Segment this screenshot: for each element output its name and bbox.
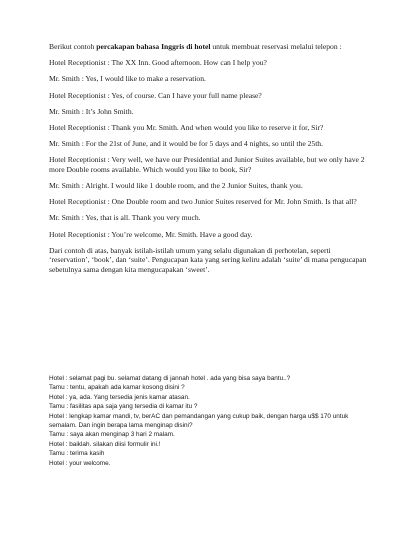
indonesian-dialogue-line: Hotel : ya, ada. Yang tersedia jenis kamar atasan. bbox=[49, 393, 190, 401]
explanation-paragraph: Dari contoh di atas, banyak istilah-istilah umum yang selalu digunakan di perhotelan, seperti ‘reservation’, ‘book’, dan ‘suite’. Pengucapan kata yang sering keliru adalah ‘suite’ di mana pengucapan sebetulnya sama dengan kita mengucapakan ‘sweet’. bbox=[49, 245, 367, 274]
english-section bbox=[49, 42, 369, 281]
indonesian-dialogue-line: Tamu : tentu, apakah ada kamar kosong disini ? bbox=[49, 384, 185, 392]
indonesian-section bbox=[49, 374, 369, 468]
indonesian-dialogue-line: Tamu : terima kasih bbox=[49, 450, 105, 458]
indonesian-dialogue-line: Tamu : saya akan menginap 3 hari 2 malam. bbox=[49, 431, 175, 439]
indonesian-dialogue-line: Hotel : your welcome. bbox=[49, 459, 111, 467]
intro-bold-text: percakapan bahasa Inggris di hotel bbox=[96, 42, 211, 51]
intro-paragraph bbox=[49, 42, 369, 51]
dialogue-line: Hotel Receptionist : One Double room and two Junior Suites reserved for Mr. John Smith. Is that all? bbox=[49, 197, 357, 207]
dialogue-line: Mr. Smith : Yes, that is all. Thank you very much. bbox=[49, 213, 201, 223]
dialogue-line: Hotel Receptionist : You’re welcome, Mr. Smith. Have a good day. bbox=[49, 229, 253, 239]
dialogue-line: Mr. Smith : For the 21st of June, and it would be for 5 days and 4 nights, so until the 25th. bbox=[49, 139, 323, 149]
intro-text-after: untuk membuat reservasi melalui telepon : bbox=[210, 42, 342, 51]
dialogue-line: Hotel Receptionist : Yes, of course. Can I have your full name please? bbox=[49, 90, 262, 100]
intro-text-before: Berikut contoh bbox=[49, 42, 97, 51]
dialogue-line: Hotel Receptionist : The XX Inn. Good afternoon. How can I help you? bbox=[49, 58, 267, 68]
indonesian-dialogue-line: Hotel : lengkap kamar mandi, tv, berAC dan pemandangan yang cukup baik, dengan harga u$$ 170 untuk semalam. Dan ingin berapa lama menginap disini? bbox=[49, 412, 349, 430]
dialogue-line: Mr. Smith : It’s John Smith. bbox=[49, 106, 134, 116]
dialogue-line: Hotel Receptionist : Thank you Mr. Smith. And when would you like to reserve it for, Sir? bbox=[49, 123, 324, 133]
indonesian-dialogue-line: Hotel : baiklah. silakan diisi formulir ini.! bbox=[49, 440, 161, 448]
dialogue-line: Hotel Receptionist : Very well, we have our Presidential and Junior Suites available, but we only have 2 more Double rooms available. Which would you like to book, Sir? bbox=[49, 155, 365, 174]
indonesian-dialogue-line: Tamu : fasilitas apa saja yang tersedia di kamar itu ? bbox=[49, 403, 198, 411]
dialogue-line: Mr. Smith : Alright. I would like 1 double room, and the 2 Junior Suites, thank you. bbox=[49, 181, 303, 191]
indonesian-dialogue-line: Hotel : selamat pagi bu. selamat datang di jannah hotel . ada yang bisa saya bantu..? bbox=[49, 375, 291, 382]
dialogue-line: Mr. Smith : Yes, I would like to make a reservation. bbox=[49, 74, 206, 84]
